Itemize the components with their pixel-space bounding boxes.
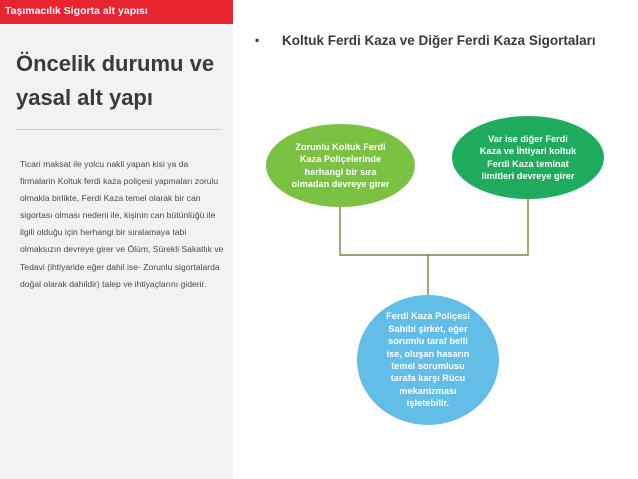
node-rucu [357, 295, 499, 425]
page-title: Öncelik durumu ve yasal alt yapı [16, 51, 215, 110]
main-heading-text: Koltuk Ferdi Kaza ve Diğer Ferdi Kaza Sigortaları [282, 33, 596, 48]
node-diger-ferdi-kaza-text: Var ise diğer Ferdi Kaza ve İhtiyari koltuk Ferdi Kaza teminat limitleri devreye girer [479, 133, 577, 181]
node-rucu-text: Ferdi Kaza Poliçesi Sahibi şirket, eğer sorumlu taraf belli ise, oluşan hasarın temel sorumlusu tarafa karşı Rücu mekanizması işletebilir. [386, 311, 470, 409]
connector-left [340, 207, 428, 295]
node-diger-ferdi-kaza [452, 116, 604, 199]
node-zorunlu-koltuk-text: Zorunlu Koltuk Ferdi Kaza Poliçelerinde herhangi bir sıra olmadan devreye girer [291, 141, 390, 189]
section-label: Taşımacılık Sigorta alt yapısı [5, 5, 148, 17]
node-zorunlu-koltuk [266, 124, 415, 207]
body-text: Ticari maksat ile yolcu nakli yapan kisi ya da firmalarin Koltuk ferdi kaza poliçesi yapmaları zorulu olmakla birlikte, Ferdi Kaza temel olarak bir can sigortası olması nedeni ile, kişinin can bütünlüğü ile ilgili olduğu için herhangi bir sıralamaya tabi olmaksızın devreye girer ve Ölüm, Sürekli Sakatlık ve Tedavi (ihtiyaride eğer dahil ise- Zorunlu sigortalarda doğal olarak dahildir) talep ve ihtiyaçlarını giderir. [20, 159, 224, 289]
bullet-icon: ▪ [255, 33, 260, 47]
connector-right [428, 199, 528, 255]
